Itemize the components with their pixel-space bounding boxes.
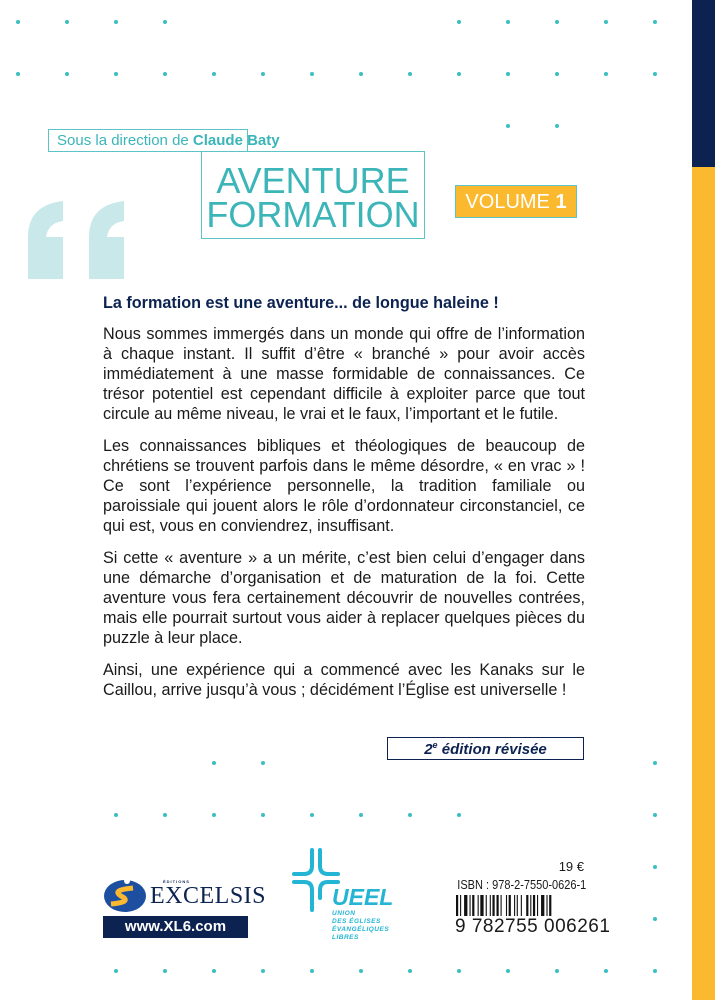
open-quote-icon bbox=[25, 199, 135, 279]
edition-number: 2 bbox=[424, 741, 433, 758]
decorative-dot bbox=[261, 72, 265, 76]
volume-label: VOLUME bbox=[465, 191, 556, 213]
title-line-1: AVENTURE bbox=[216, 160, 410, 201]
decorative-dot bbox=[114, 72, 118, 76]
decorative-dot bbox=[163, 20, 167, 24]
decorative-dot bbox=[212, 969, 216, 973]
decorative-dot bbox=[212, 813, 216, 817]
price: 19 € bbox=[558, 859, 584, 874]
publisher-tag: ÉDITIONS bbox=[163, 879, 190, 884]
decorative-dot bbox=[114, 969, 118, 973]
decorative-dot bbox=[212, 761, 216, 765]
spine-strip-navy bbox=[692, 0, 715, 167]
decorative-dot bbox=[408, 813, 412, 817]
decorative-dot bbox=[457, 20, 461, 24]
decorative-dot bbox=[653, 969, 657, 973]
blurb-paragraph: Si cette « aventure » a un mérite, c’est bien celui d’engager dans une démarche d’organisation et de maturation de la foi. Cette aventure vous fera certainement découvrir de nouvelles contrées, mais elle pourrait surtout vous aider à replacer quelques pièces du puzzle à leur place. bbox=[103, 549, 585, 647]
decorative-dot bbox=[555, 969, 559, 973]
decorative-dot bbox=[506, 969, 510, 973]
partner-subtitle-line: DES ÉGLISES bbox=[332, 918, 381, 925]
partner-logo bbox=[290, 848, 400, 946]
decorative-dot bbox=[653, 72, 657, 76]
decorative-dot bbox=[65, 20, 69, 24]
decorative-dot bbox=[506, 72, 510, 76]
decorative-dot bbox=[604, 72, 608, 76]
decorative-dot bbox=[163, 969, 167, 973]
blurb-paragraph: Ainsi, une expérience qui a commencé avec les Kanaks sur le Caillou, arrive jusqu’à vous ; décidément l’Église est universelle ! bbox=[103, 661, 585, 699]
barcode-digits bbox=[455, 916, 611, 938]
decorative-dot bbox=[359, 969, 363, 973]
decorative-dot bbox=[310, 72, 314, 76]
partner-subtitle-line: ÉVANGÉLIQUES bbox=[332, 926, 390, 933]
publisher-logo bbox=[103, 876, 267, 940]
edition-superscript: e bbox=[432, 740, 438, 750]
blurb-headline: La formation est une aventure... de longue haleine ! bbox=[103, 294, 499, 312]
barcode-digits-text: 9 782755 006261 bbox=[455, 916, 611, 937]
decorative-dot bbox=[212, 72, 216, 76]
spine-strip-yellow bbox=[692, 167, 715, 1000]
decorative-dot bbox=[310, 969, 314, 973]
partner-subtitle bbox=[332, 910, 389, 942]
decorative-dot bbox=[114, 813, 118, 817]
decorative-dot bbox=[506, 20, 510, 24]
decorative-dot bbox=[555, 20, 559, 24]
decorative-dot bbox=[261, 761, 265, 765]
decorative-dot bbox=[65, 72, 69, 76]
decorative-dot bbox=[653, 865, 657, 869]
blurb-paragraph: Les connaissances bibliques et théologiques de beaucoup de chrétiens se trouvent parfois dans le même désordre, « en vrac » ! Ce sont l’expérience personnelle, la tradition familiale ou paroissiale qui jouent alors le rôle d’ordonnateur circonstanciel, ce qui est, vous en conviendrez, insuffisant. bbox=[103, 437, 585, 535]
decorative-dot bbox=[604, 20, 608, 24]
author-credit bbox=[48, 129, 280, 152]
publisher-name: EXCELSIS bbox=[150, 883, 267, 909]
decorative-dot bbox=[359, 813, 363, 817]
decorative-dot bbox=[163, 72, 167, 76]
decorative-dot bbox=[506, 124, 510, 128]
decorative-dot bbox=[408, 969, 412, 973]
partner-name: UEEL bbox=[332, 884, 394, 910]
decorative-dot bbox=[16, 72, 20, 76]
edition-text: édition révisée bbox=[437, 741, 547, 758]
author-name: Claude Baty bbox=[192, 132, 280, 149]
decorative-dot bbox=[653, 917, 657, 921]
excelsis-logo-icon bbox=[103, 876, 147, 914]
volume-badge bbox=[455, 185, 577, 218]
isbn: ISBN : 978-2-7550-0626-1 bbox=[457, 878, 587, 892]
decorative-dot bbox=[359, 72, 363, 76]
decorative-dot bbox=[555, 72, 559, 76]
decorative-dot bbox=[555, 124, 559, 128]
volume-number: 1 bbox=[555, 191, 567, 213]
decorative-dot bbox=[261, 813, 265, 817]
partner-subtitle-line: UNION bbox=[332, 910, 356, 917]
decorative-dot bbox=[408, 72, 412, 76]
decorative-dot bbox=[163, 813, 167, 817]
decorative-dot bbox=[261, 969, 265, 973]
blurb-paragraph: Nous sommes immergés dans un monde qui offre de l’information à chaque instant. Il suffit d’être « branché » pour avoir accès immédiatement à une masse formidable de connaissances. Ce trésor potentiel est cependant difficile à exploiter parce que tout circule au même niveau, le vrai et le faux, l’important et le futile. bbox=[103, 325, 585, 423]
decorative-dot bbox=[653, 813, 657, 817]
decorative-dot bbox=[114, 20, 118, 24]
publisher-url[interactable]: www.XL6.com bbox=[103, 916, 248, 938]
title-line-2: FORMATION bbox=[206, 194, 420, 235]
decorative-dot bbox=[653, 20, 657, 24]
back-cover-blurb bbox=[103, 293, 585, 712]
decorative-dot bbox=[653, 761, 657, 765]
decorative-dot bbox=[457, 969, 461, 973]
decorative-dot bbox=[16, 20, 20, 24]
edition-badge bbox=[387, 737, 584, 760]
book-title bbox=[201, 151, 425, 239]
decorative-dot bbox=[604, 969, 608, 973]
author-prefix: Sous la direction de bbox=[57, 132, 193, 149]
decorative-dot bbox=[310, 813, 314, 817]
decorative-dot bbox=[457, 813, 461, 817]
decorative-dot bbox=[457, 72, 461, 76]
partner-subtitle-line: LIBRES bbox=[332, 934, 359, 941]
